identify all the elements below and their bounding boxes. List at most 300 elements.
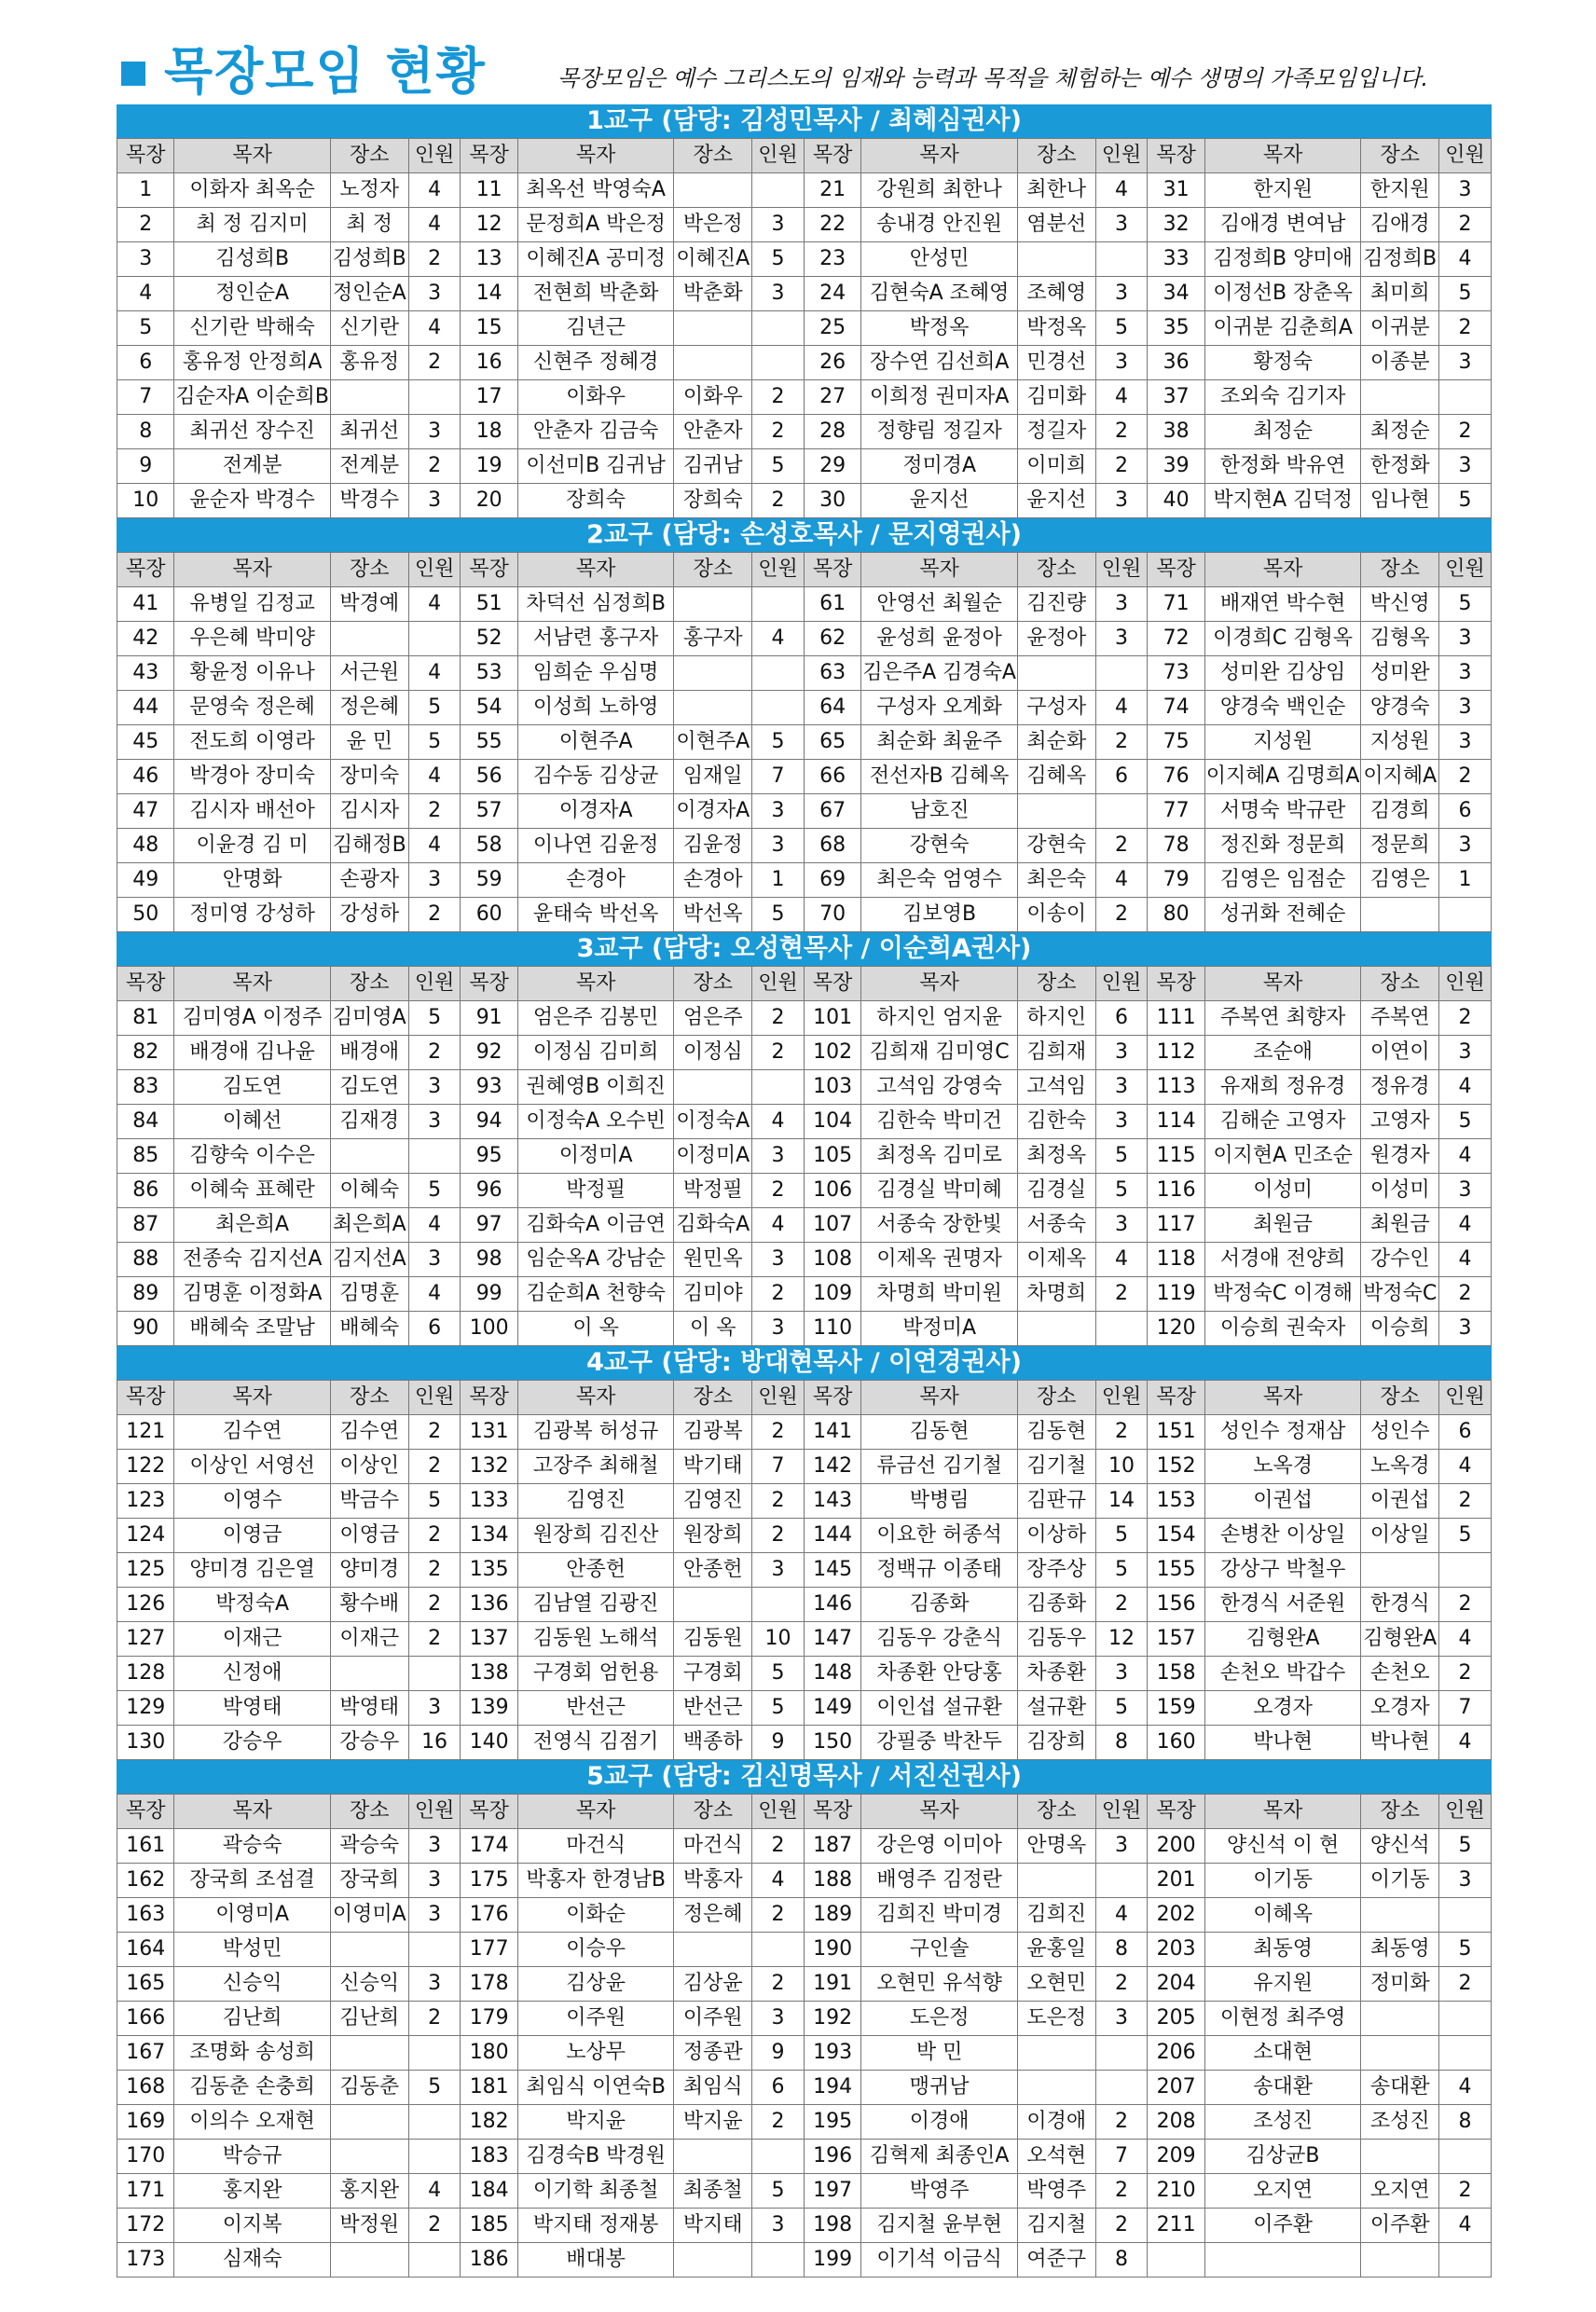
group-number: 98 — [461, 1243, 517, 1277]
group-number: 176 — [461, 1898, 517, 1933]
group-number: 63 — [804, 656, 860, 691]
member-count: 3 — [1439, 1864, 1492, 1898]
group-number: 58 — [461, 829, 517, 863]
leader-names: 강상구 박철우 — [1204, 1553, 1361, 1588]
member-count: 5 — [408, 1484, 461, 1519]
group-number: 106 — [804, 1174, 860, 1208]
leader-names: 최은희A — [174, 1208, 331, 1243]
group-number: 156 — [1148, 1588, 1204, 1622]
meeting-place: 이정심 — [674, 1036, 752, 1070]
meeting-place: 배경애 — [330, 1036, 408, 1070]
meeting-place — [674, 173, 752, 208]
table-row — [117, 2002, 1492, 2036]
meeting-place: 윤지선 — [1017, 484, 1095, 518]
table-row — [117, 1036, 1492, 1070]
column-header: 목장 — [1148, 553, 1204, 587]
meeting-place — [674, 656, 752, 691]
member-count: 2 — [752, 415, 805, 449]
group-number: 64 — [804, 691, 860, 725]
cell-group-table — [117, 138, 1492, 518]
cell-group-table — [117, 552, 1492, 932]
leader-names: 박성민 — [174, 1933, 331, 1967]
leader-names: 신승익 — [174, 1967, 331, 2002]
group-number: 25 — [804, 311, 860, 346]
group-number: 107 — [804, 1208, 860, 1243]
leader-names: 배재연 박수현 — [1204, 587, 1361, 622]
member-count — [408, 2140, 461, 2174]
member-count: 3 — [408, 1864, 461, 1898]
leader-names: 이주환 — [1204, 2209, 1361, 2243]
member-count: 2 — [1095, 2174, 1148, 2209]
section-title: 3교구 (담당: 오성현목사 / 이순희A권사) — [117, 932, 1492, 966]
leader-names: 주복연 최향자 — [1204, 1001, 1361, 1036]
column-header: 인원 — [752, 553, 805, 587]
group-number: 65 — [804, 725, 860, 760]
leader-names: 이화우 — [517, 380, 674, 415]
group-number: 50 — [117, 898, 174, 932]
member-count: 2 — [408, 1450, 461, 1484]
table-row — [117, 380, 1492, 415]
column-header: 인원 — [1095, 139, 1148, 173]
member-count: 2 — [1439, 1001, 1492, 1036]
column-header: 목장 — [461, 1795, 517, 1829]
column-header: 목장 — [1148, 139, 1204, 173]
column-header: 인원 — [1439, 139, 1492, 173]
group-number: 124 — [117, 1519, 174, 1553]
meeting-place: 최순화 — [1017, 725, 1095, 760]
column-header: 목자 — [174, 1381, 331, 1415]
group-number: 201 — [1148, 1864, 1204, 1898]
group-number: 74 — [1148, 691, 1204, 725]
group-number: 161 — [117, 1829, 174, 1864]
meeting-place: 구성자 — [1017, 691, 1095, 725]
member-count: 7 — [1095, 2140, 1148, 2174]
leader-names: 최원금 — [1204, 1208, 1361, 1243]
table-row — [117, 1312, 1492, 1346]
group-number: 100 — [461, 1312, 517, 1346]
group-number: 147 — [804, 1622, 860, 1657]
header-row — [117, 553, 1492, 587]
member-count — [408, 1139, 461, 1174]
leader-names: 장수연 김선희A — [861, 346, 1018, 380]
leader-names: 이성희 노하영 — [517, 691, 674, 725]
member-count — [1439, 2243, 1492, 2278]
member-count: 4 — [1439, 1726, 1492, 1760]
member-count — [1439, 380, 1492, 415]
member-count: 3 — [1439, 691, 1492, 725]
leader-names: 김화숙A 이금연 — [517, 1208, 674, 1243]
header-row — [117, 1795, 1492, 1829]
meeting-place: 정유경 — [1361, 1070, 1439, 1105]
leader-names: 김수연 — [174, 1415, 331, 1450]
member-count: 5 — [1095, 1139, 1148, 1174]
leader-names: 김희재 김미영C — [861, 1036, 1018, 1070]
leader-names: 이지복 — [174, 2209, 331, 2243]
group-number: 181 — [461, 2071, 517, 2105]
group-number: 108 — [804, 1243, 860, 1277]
group-number: 67 — [804, 794, 860, 829]
leader-names: 서종숙 장한빛 — [861, 1208, 1018, 1243]
column-header: 목장 — [1148, 1381, 1204, 1415]
table-row — [117, 242, 1492, 277]
leader-names: 이경희C 김형옥 — [1204, 622, 1361, 656]
leader-names: 안춘자 김금숙 — [517, 415, 674, 449]
leader-names: 노상무 — [517, 2036, 674, 2071]
member-count: 2 — [1095, 449, 1148, 484]
member-count — [408, 2243, 461, 2278]
member-count: 2 — [408, 242, 461, 277]
column-header: 목장 — [117, 1795, 174, 1829]
leader-names: 반선근 — [517, 1691, 674, 1726]
member-count: 5 — [1439, 587, 1492, 622]
meeting-place: 서근원 — [330, 656, 408, 691]
leader-names: 유재희 정유경 — [1204, 1070, 1361, 1105]
group-number: 55 — [461, 725, 517, 760]
column-header: 인원 — [752, 1795, 805, 1829]
column-header: 인원 — [1095, 967, 1148, 1001]
member-count: 4 — [408, 208, 461, 242]
member-count: 3 — [1095, 1208, 1148, 1243]
meeting-place: 김희진 — [1017, 1898, 1095, 1933]
meeting-place: 김장희 — [1017, 1726, 1095, 1760]
meeting-place: 정길자 — [1017, 415, 1095, 449]
table-row — [117, 1243, 1492, 1277]
group-number: 177 — [461, 1933, 517, 1967]
member-count: 4 — [752, 1208, 805, 1243]
column-header: 장소 — [674, 967, 752, 1001]
leader-names: 박경아 장미숙 — [174, 760, 331, 794]
member-count: 3 — [1095, 2002, 1148, 2036]
meeting-place: 염분선 — [1017, 208, 1095, 242]
column-header: 인원 — [1095, 553, 1148, 587]
leader-names — [1204, 2243, 1361, 2278]
table-row — [117, 277, 1492, 311]
member-count: 2 — [408, 449, 461, 484]
meeting-place: 최은숙 — [1017, 863, 1095, 898]
group-number: 75 — [1148, 725, 1204, 760]
group-number: 144 — [804, 1519, 860, 1553]
meeting-place — [674, 2243, 752, 2278]
leader-names: 권혜영B 이희진 — [517, 1070, 674, 1105]
group-number: 103 — [804, 1070, 860, 1105]
leader-names: 오현민 유석향 — [861, 1967, 1018, 2002]
group-number: 116 — [1148, 1174, 1204, 1208]
leader-names: 김명훈 이정화A — [174, 1277, 331, 1312]
leader-names: 김동춘 손충희 — [174, 2071, 331, 2105]
member-count: 4 — [752, 1105, 805, 1139]
leader-names: 노옥경 — [1204, 1450, 1361, 1484]
member-count: 3 — [408, 863, 461, 898]
meeting-place: 김귀남 — [674, 449, 752, 484]
member-count: 2 — [752, 1519, 805, 1553]
leader-names: 이화순 — [517, 1898, 674, 1933]
leader-names: 정미영 강성하 — [174, 898, 331, 932]
member-count: 3 — [1439, 173, 1492, 208]
column-header: 목장 — [117, 553, 174, 587]
meeting-place: 손광자 — [330, 863, 408, 898]
member-count: 3 — [1439, 1174, 1492, 1208]
meeting-place: 안춘자 — [674, 415, 752, 449]
group-number: 196 — [804, 2140, 860, 2174]
group-number: 44 — [117, 691, 174, 725]
group-number: 32 — [1148, 208, 1204, 242]
leader-names: 이정선B 장춘옥 — [1204, 277, 1361, 311]
leader-names: 윤지선 — [861, 484, 1018, 518]
member-count: 2 — [1095, 1967, 1148, 2002]
group-number: 13 — [461, 242, 517, 277]
leader-names: 최임식 이연숙B — [517, 2071, 674, 2105]
leader-names: 서명숙 박규란 — [1204, 794, 1361, 829]
meeting-place: 이승희 — [1361, 1312, 1439, 1346]
leader-names: 이현주A — [517, 725, 674, 760]
member-count: 5 — [408, 1001, 461, 1036]
leader-names: 오경자 — [1204, 1691, 1361, 1726]
meeting-place: 임나현 — [1361, 484, 1439, 518]
leader-names: 구성자 오계화 — [861, 691, 1018, 725]
leader-names: 이제옥 권명자 — [861, 1243, 1018, 1277]
parish-section — [117, 518, 1492, 932]
leader-names: 유병일 김정교 — [174, 587, 331, 622]
meeting-place — [1017, 656, 1095, 691]
leader-names: 차명희 박미원 — [861, 1277, 1018, 1312]
leader-names: 서경애 전양희 — [1204, 1243, 1361, 1277]
leader-names: 곽승숙 — [174, 1829, 331, 1864]
member-count — [752, 587, 805, 622]
group-number: 23 — [804, 242, 860, 277]
group-number: 170 — [117, 2140, 174, 2174]
leader-names: 고장주 최해철 — [517, 1450, 674, 1484]
member-count: 3 — [1095, 1105, 1148, 1139]
member-count — [752, 656, 805, 691]
group-number: 209 — [1148, 2140, 1204, 2174]
group-number: 119 — [1148, 1277, 1204, 1312]
column-header: 목장 — [117, 967, 174, 1001]
group-number: 153 — [1148, 1484, 1204, 1519]
group-number: 188 — [804, 1864, 860, 1898]
meeting-place: 안명옥 — [1017, 1829, 1095, 1864]
leader-names: 최 정 김지미 — [174, 208, 331, 242]
meeting-place: 김재경 — [330, 1105, 408, 1139]
meeting-place: 이미희 — [1017, 449, 1095, 484]
member-count: 3 — [1439, 622, 1492, 656]
meeting-place: 김수연 — [330, 1415, 408, 1450]
group-number: 202 — [1148, 1898, 1204, 1933]
table-row — [117, 829, 1492, 863]
column-header: 목자 — [174, 553, 331, 587]
leader-names: 박영주 — [861, 2174, 1018, 2209]
group-number: 90 — [117, 1312, 174, 1346]
table-row — [117, 2140, 1492, 2174]
member-count: 2 — [1439, 1657, 1492, 1691]
member-count: 3 — [1095, 346, 1148, 380]
group-number: 35 — [1148, 311, 1204, 346]
group-number: 87 — [117, 1208, 174, 1243]
leader-names: 김정희B 양미애 — [1204, 242, 1361, 277]
meeting-place: 김진량 — [1017, 587, 1095, 622]
member-count: 3 — [1439, 1036, 1492, 1070]
table-row — [117, 1864, 1492, 1898]
leader-names: 서남련 홍구자 — [517, 622, 674, 656]
member-count: 2 — [408, 1519, 461, 1553]
group-number: 14 — [461, 277, 517, 311]
leader-names: 엄은주 김봉민 — [517, 1001, 674, 1036]
group-number: 131 — [461, 1415, 517, 1450]
leader-names: 김보영B — [861, 898, 1018, 932]
group-number: 189 — [804, 1898, 860, 1933]
leader-names: 강은영 이미아 — [861, 1829, 1018, 1864]
member-count: 2 — [408, 898, 461, 932]
group-number: 61 — [804, 587, 860, 622]
meeting-place: 조혜영 — [1017, 277, 1095, 311]
meeting-place — [1017, 2071, 1095, 2105]
leader-names: 강승우 — [174, 1726, 331, 1760]
leader-names: 김은주A 김경숙A — [861, 656, 1018, 691]
cell-group-table — [117, 1380, 1492, 1760]
group-number: 129 — [117, 1691, 174, 1726]
member-count: 4 — [408, 656, 461, 691]
member-count: 4 — [1095, 380, 1148, 415]
column-header: 목자 — [861, 553, 1018, 587]
column-header: 목장 — [804, 967, 860, 1001]
member-count — [408, 380, 461, 415]
member-count: 8 — [1095, 1933, 1148, 1967]
meeting-place: 노옥경 — [1361, 1450, 1439, 1484]
column-header: 목자 — [517, 139, 674, 173]
group-number: 123 — [117, 1484, 174, 1519]
group-number: 208 — [1148, 2105, 1204, 2140]
leader-names: 김지철 윤부현 — [861, 2209, 1018, 2243]
cell-group-table — [117, 966, 1492, 1346]
leader-names: 김경숙B 박경원 — [517, 2140, 674, 2174]
leader-names: 차덕선 심정희B — [517, 587, 674, 622]
meeting-place: 한지원 — [1361, 173, 1439, 208]
meeting-place: 최임식 — [674, 2071, 752, 2105]
column-header: 인원 — [408, 967, 461, 1001]
group-number: 3 — [117, 242, 174, 277]
member-count: 2 — [408, 794, 461, 829]
member-count: 6 — [1095, 760, 1148, 794]
meeting-place: 김동춘 — [330, 2071, 408, 2105]
leader-names: 전현희 박춘화 — [517, 277, 674, 311]
member-count: 2 — [408, 2002, 461, 2036]
meeting-place: 김미영A — [330, 1001, 408, 1036]
meeting-place: 박경수 — [330, 484, 408, 518]
leader-names: 김형완A — [1204, 1622, 1361, 1657]
group-number: 51 — [461, 587, 517, 622]
member-count — [752, 346, 805, 380]
leader-names: 이지혜A 김명희A — [1204, 760, 1361, 794]
group-number: 175 — [461, 1864, 517, 1898]
group-number: 154 — [1148, 1519, 1204, 1553]
parish-section — [117, 1760, 1492, 2278]
meeting-place: 이영미A — [330, 1898, 408, 1933]
leader-names: 박지현A 김덕정 — [1204, 484, 1361, 518]
leader-names: 이성미 — [1204, 1174, 1361, 1208]
meeting-place: 김명훈 — [330, 1277, 408, 1312]
group-number: 54 — [461, 691, 517, 725]
group-number: 126 — [117, 1588, 174, 1622]
meeting-place: 엄은주 — [674, 1001, 752, 1036]
leader-names: 조외숙 김기자 — [1204, 380, 1361, 415]
group-number: 135 — [461, 1553, 517, 1588]
group-number: 81 — [117, 1001, 174, 1036]
meeting-place: 최정순 — [1361, 415, 1439, 449]
member-count: 2 — [408, 1553, 461, 1588]
member-count — [1439, 898, 1492, 932]
member-count: 4 — [1439, 1139, 1492, 1174]
column-header: 장소 — [674, 1795, 752, 1829]
meeting-place: 이화우 — [674, 380, 752, 415]
column-header: 목자 — [861, 139, 1018, 173]
column-header: 장소 — [1017, 967, 1095, 1001]
leader-names: 박정미A — [861, 1312, 1018, 1346]
meeting-place: 강승우 — [330, 1726, 408, 1760]
meeting-place — [674, 587, 752, 622]
member-count: 3 — [1095, 1829, 1148, 1864]
meeting-place: 한정화 — [1361, 449, 1439, 484]
table-row — [117, 1622, 1492, 1657]
header-row — [117, 967, 1492, 1001]
meeting-place: 원민옥 — [674, 1243, 752, 1277]
table-row — [117, 2036, 1492, 2071]
group-number: 190 — [804, 1933, 860, 1967]
leader-names: 이화자 최옥순 — [174, 173, 331, 208]
group-number: 180 — [461, 2036, 517, 2071]
column-header: 인원 — [1095, 1795, 1148, 1829]
group-number: 136 — [461, 1588, 517, 1622]
leader-names: 한경식 서준원 — [1204, 1588, 1361, 1622]
leader-names: 김시자 배선아 — [174, 794, 331, 829]
leader-names: 박지태 정재봉 — [517, 2209, 674, 2243]
group-number: 43 — [117, 656, 174, 691]
meeting-place: 최정옥 — [1017, 1139, 1095, 1174]
table-row — [117, 173, 1492, 208]
parish-tables — [117, 104, 1492, 2278]
leader-names: 이기학 최종철 — [517, 2174, 674, 2209]
leader-names: 이혜진A 공미정 — [517, 242, 674, 277]
leader-names: 이귀분 김춘희A — [1204, 311, 1361, 346]
section-title: 4교구 (담당: 방대현목사 / 이연경권사) — [117, 1346, 1492, 1380]
member-count — [408, 2105, 461, 2140]
member-count: 5 — [1095, 311, 1148, 346]
meeting-place: 안종헌 — [674, 1553, 752, 1588]
leader-names: 최동영 — [1204, 1933, 1361, 1967]
member-count: 3 — [1095, 1036, 1148, 1070]
leader-names: 소대현 — [1204, 2036, 1361, 2071]
leader-names: 전종숙 김지선A — [174, 1243, 331, 1277]
group-number: 83 — [117, 1070, 174, 1105]
group-number: 150 — [804, 1726, 860, 1760]
meeting-place: 정종관 — [674, 2036, 752, 2071]
column-header: 인원 — [1439, 967, 1492, 1001]
column-header: 목자 — [1204, 553, 1361, 587]
meeting-place: 이귀분 — [1361, 311, 1439, 346]
leader-names: 정향림 정길자 — [861, 415, 1018, 449]
meeting-place — [330, 2036, 408, 2071]
leader-names: 문영숙 정은혜 — [174, 691, 331, 725]
meeting-place: 김애경 — [1361, 208, 1439, 242]
meeting-place: 김판규 — [1017, 1484, 1095, 1519]
group-number: 77 — [1148, 794, 1204, 829]
meeting-place: 김미야 — [674, 1277, 752, 1312]
table-row — [117, 863, 1492, 898]
group-number: 1 — [117, 173, 174, 208]
member-count: 2 — [1439, 2174, 1492, 2209]
member-count: 8 — [1095, 2243, 1148, 2278]
table-row — [117, 311, 1492, 346]
meeting-place: 고석임 — [1017, 1070, 1095, 1105]
member-count: 4 — [1439, 2071, 1492, 2105]
